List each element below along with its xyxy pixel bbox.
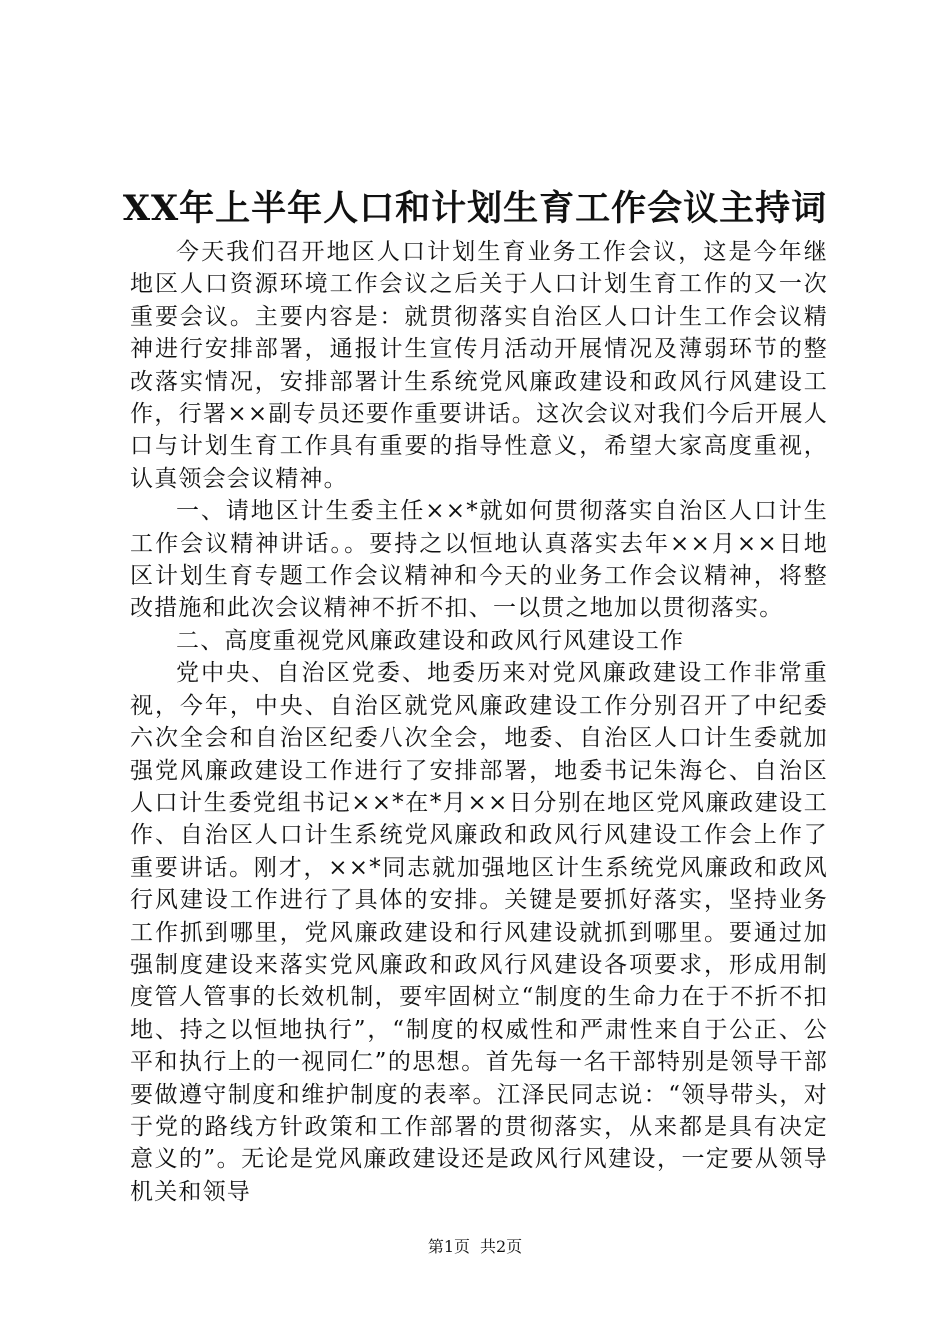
paragraph-party-conduct: 党中央、自治区党委、地委历来对党风廉政建设工作非常重视，今年，中央、自治区就党风廉政建设工作分别召开了中纪委六次全会和自治区纪委八次全会，地委、自治区人口计生委就加强党风廉政建设工作进行了安排部署，地委书记朱海仑、自治区人口计生委党组书记××*在*月××日分别在地区党风廉政建设工作、自治区人口计生系统党风廉政和政风行风建设工作会上作了重要讲话。刚才，××*同志就加强地区计生系统党风廉政和政风行风建设工作进行了具体的安排。关键是要抓好落实，坚持业务工作抓到哪里，党风廉政建设和行风建设就抓到哪里。要通过加强制度建设来落实党风廉政和政风行风建设各项要求，形成用制度管人管事的长效机制，要牢固树立“制度的生命力在于不折不扣地、持之以恒地执行”，“制度的权威性和严肃性来自于公正、公平和执行上的一视同仁”的思想。首先每一名干部特别是领导干部要做遵守制度和维护制度的表率。江泽民同志说：“领导带头，对于党的路线方针政策和工作部署的贯彻落实，从来都是具有决定意义的”。无论是党风廉政建设还是政风行风建设，一定要从领导机关和领导 <box>130 660 828 1205</box>
page-footer <box>0 1236 950 1258</box>
page-number: 第1页 <box>427 1237 470 1256</box>
document-body <box>130 236 828 1208</box>
paragraph-item-one: 一、请地区计生委主任××*就如何贯彻落实自治区人口计生工作会议精神讲话。。要持之以恒地认真落实去年××月××日地区计划生育专题工作会议精神和今天的业务工作会议精神，将整改措施和此次会议精神不折不扣、一以贯之地加以贯彻落实。 <box>130 498 828 622</box>
page-total: 共2页 <box>480 1237 523 1256</box>
section-heading-two: 二、高度重视党风廉政建设和政风行风建设工作 <box>176 627 685 654</box>
paragraph-intro: 今天我们召开地区人口计划生育业务工作会议，这是今年继地区人口资源环境工作会议之后关于人口计划生育工作的又一次重要会议。主要内容是：就贯彻落实自治区人口计生工作会议精神进行安排部署，通报计生宣传月活动开展情况及薄弱环节的整改落实情况，安排部署计生系统党风廉政建设和政风行风建设工作，行署××副专员还要作重要讲话。这次会议对我们今后开展人口与计划生育工作具有重要的指导性意义，希望大家高度重视，认真领会会议精神。 <box>130 239 828 492</box>
document-title: XX年上半年人口和计划生育工作会议主持词 <box>122 188 828 229</box>
